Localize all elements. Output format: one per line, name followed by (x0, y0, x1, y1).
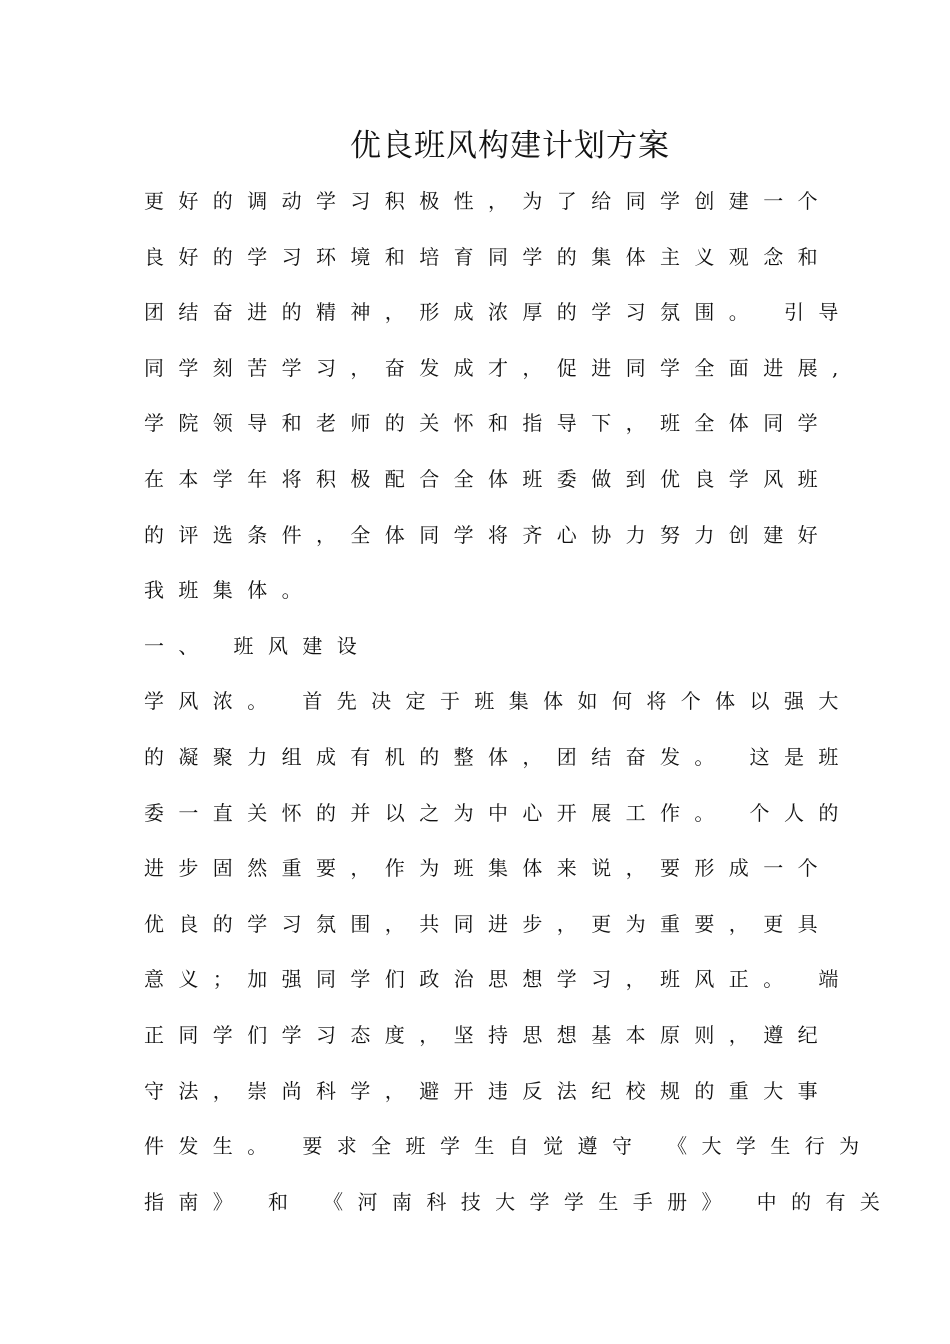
body-line: 良好的学习环境和培育同学的集体主义观念和 (144, 244, 832, 269)
body-line: 团结奋进的精神，形成浓厚的学习氛围。 引导 (144, 300, 853, 325)
body-line: 委一直关怀的并以之为中心开展工作。 个人的 (144, 800, 853, 825)
body-line: 我班集体。 (144, 578, 316, 603)
body-line: 优良的学习氛围，共同进步，更为重要，更具 (144, 911, 832, 936)
body-line: 更好的调动学习积极性，为了给同学创建一个 (144, 189, 832, 213)
body-line: 进步固然重要，作为班集体来说，要形成一个 (144, 856, 832, 881)
document-title-text: 优良班风构建计划方案 (350, 128, 670, 164)
body-line: 指南》 和 《河南科技大学学生手册》 中的有关 (144, 1189, 895, 1214)
section-heading: 一、 班风建设 (144, 633, 372, 658)
document-title (0, 124, 950, 168)
body-line: 在本学年将积极配合全体班委做到优良学风班 (144, 466, 832, 491)
body-line: 的凝聚力组成有机的整体，团结奋发。 这是班 (144, 744, 853, 769)
body-line: 学院领导和老师的关怀和指导下，班全体同学 (144, 411, 832, 436)
body-line: 的评选条件，全体同学将齐心协力努力创建好 (144, 522, 832, 547)
body-line: 同学刻苦学习，奋发成才，促进同学全面进展, (144, 355, 853, 380)
body-line: 守法，崇尚科学，避开违反法纪校规的重大事 (144, 1078, 832, 1103)
body-line: 意义；加强同学们政治思想学习，班风正。 端 (144, 967, 853, 992)
body-line: 正同学们学习态度，坚持思想基本原则，遵纪 (144, 1022, 832, 1047)
body-line: 件发生。 要求全班学生自觉遵守 《大学生行为 (144, 1134, 874, 1159)
body-line: 学风浓。 首先决定于班集体如何将个体以强大 (144, 689, 853, 714)
document-body (144, 176, 895, 1232)
